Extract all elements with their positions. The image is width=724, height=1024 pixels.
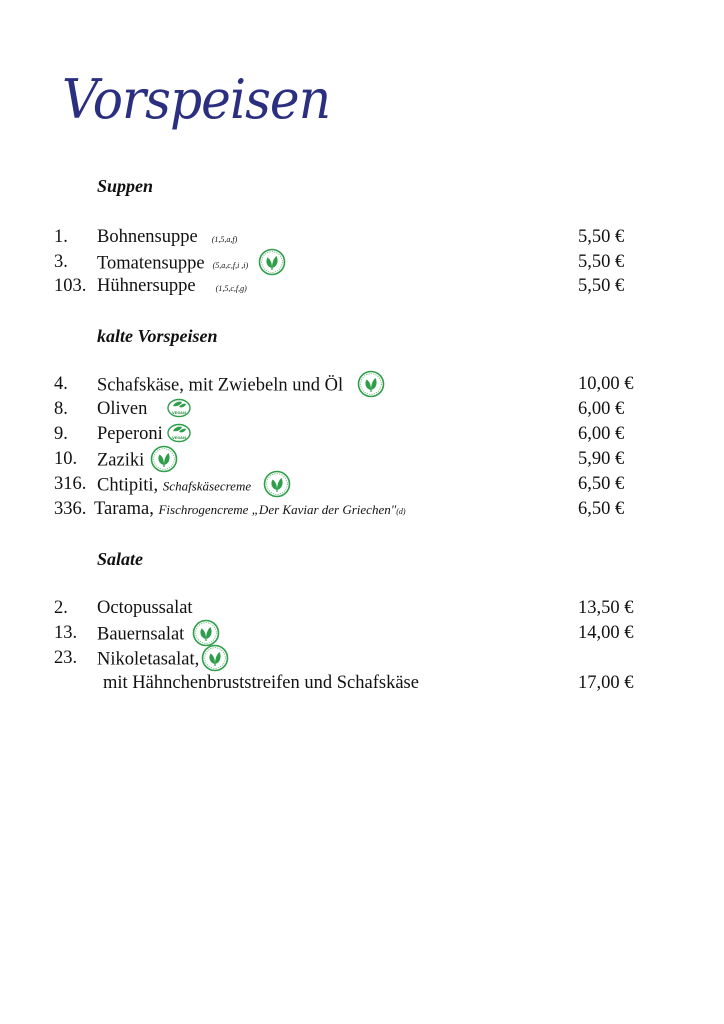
item-name: Schafskäse, mit Zwiebeln und Öl	[97, 375, 344, 396]
item-name-wrap	[97, 274, 247, 301]
item-price: 6,50 €	[578, 499, 625, 519]
leaf-icon	[201, 644, 229, 672]
item-number: 316.	[54, 474, 87, 494]
leaf-icon	[192, 619, 220, 647]
item-name: Tomatensuppe	[97, 253, 205, 274]
item-price: 10,00 €	[578, 374, 634, 394]
leaf-icon	[357, 370, 385, 398]
leaf-icon	[263, 470, 291, 498]
item-allergens: (1,5,a,f)	[211, 235, 238, 244]
item-number: 9.	[54, 424, 68, 444]
item-price: 5,50 €	[578, 252, 625, 272]
svg-text:VEGAN: VEGAN	[171, 435, 186, 440]
leaf-icon	[150, 445, 178, 473]
menu-item	[0, 422, 724, 447]
item-name-wrap	[97, 225, 237, 252]
menu-item	[0, 671, 724, 696]
item-price: 6,00 €	[578, 424, 625, 444]
item-name-wrap	[97, 472, 291, 500]
menu-item	[0, 621, 724, 646]
section-title-kalte-vorspeisen: kalte Vorspeisen	[97, 326, 218, 346]
menu-item	[0, 472, 724, 497]
svg-text:VEGAN: VEGAN	[172, 410, 187, 415]
item-description: Fischrogencreme „Der Kaviar der Griechen"	[158, 502, 397, 517]
vegan-badge-icon	[167, 423, 191, 443]
item-name: Hühnersuppe	[97, 276, 196, 296]
item-name: Nikoletasalat,	[97, 649, 200, 670]
item-price: 17,00 €	[578, 673, 634, 693]
section-title-suppen: Suppen	[97, 176, 154, 196]
page-title: Vorspeisen	[62, 68, 331, 131]
menu-item	[0, 596, 724, 621]
menu-item	[0, 646, 724, 671]
menu-item	[0, 497, 724, 522]
item-allergens: (5,a,c,f,i ,i)	[212, 261, 249, 271]
menu-item	[0, 225, 724, 250]
item-number: 8.	[54, 399, 68, 419]
item-number: 2.	[54, 598, 68, 618]
section-title-salate: Salate	[97, 549, 144, 569]
item-number: 13.	[54, 623, 78, 643]
leaf-icon	[258, 248, 286, 276]
item-price: 6,00 €	[578, 399, 625, 419]
item-name-wrap	[97, 596, 193, 621]
item-price: 13,50 €	[578, 598, 634, 618]
item-number: 10.	[54, 449, 78, 469]
vegan-badge-icon	[167, 398, 191, 418]
item-name-wrap	[97, 422, 191, 447]
menu-item	[0, 372, 724, 397]
item-name: Chtipiti,	[97, 475, 159, 496]
menu-item	[0, 250, 724, 275]
item-number: 4.	[54, 374, 68, 394]
item-name: Peperoni	[97, 424, 163, 444]
item-name-wrap	[103, 671, 419, 696]
menu-item	[0, 274, 724, 299]
item-name: Bauernsalat	[97, 624, 185, 645]
item-price: 5,90 €	[578, 449, 625, 469]
item-number: 103.	[54, 276, 87, 296]
item-name: Oliven	[97, 399, 148, 419]
item-name-wrap	[97, 372, 385, 400]
item-name: Bohnensuppe	[97, 227, 198, 247]
item-allergens: (1,5,c,f,g)	[215, 284, 247, 293]
menu-item	[0, 397, 724, 422]
item-name: mit Hähnchenbruststreifen und Schafskäse	[103, 673, 419, 693]
item-description: Schafskäsecreme	[162, 478, 252, 494]
item-name: Zaziki	[97, 450, 145, 471]
item-price: 6,50 €	[578, 474, 625, 494]
item-number: 1.	[54, 227, 68, 247]
item-name-wrap	[97, 447, 178, 475]
item-name: Tarama,	[94, 499, 154, 519]
item-name: Octopussalat	[97, 598, 193, 618]
menu-item	[0, 447, 724, 472]
item-price: 14,00 €	[578, 623, 634, 643]
item-price: 5,50 €	[578, 276, 625, 296]
item-number: 336.	[54, 499, 87, 519]
item-allergens: (d)	[396, 507, 406, 516]
item-price: 5,50 €	[578, 227, 625, 247]
item-number: 3.	[54, 252, 68, 272]
item-number: 23.	[54, 648, 78, 668]
item-name-wrap	[94, 497, 406, 524]
item-name-wrap	[97, 646, 229, 674]
item-name-wrap	[97, 397, 191, 422]
